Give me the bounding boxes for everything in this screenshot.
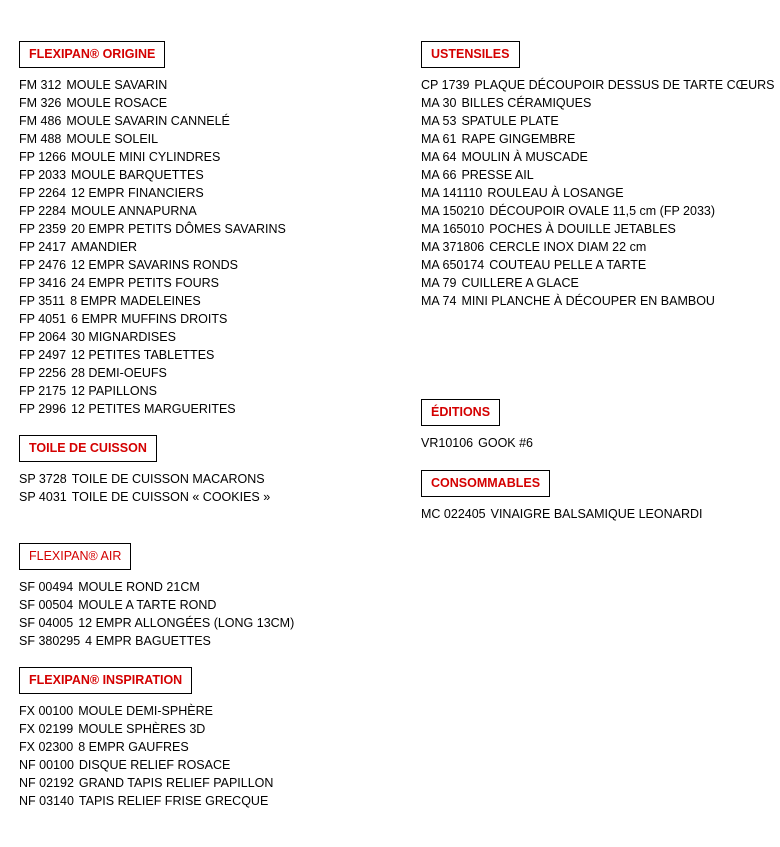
item-code: SP 3728 <box>19 472 67 486</box>
item-label: GRAND TAPIS RELIEF PAPILLON <box>78 776 274 790</box>
list-item <box>19 220 286 238</box>
list-item <box>19 738 273 756</box>
item-label: 12 EMPR SAVARINS RONDS <box>71 258 238 272</box>
section-heading: TOILE DE CUISSON <box>19 435 157 462</box>
item-code: MA 371806 <box>421 240 485 254</box>
item-label: CUILLERE A GLACE <box>461 276 579 290</box>
item-code: MA 66 <box>421 168 457 182</box>
item-list <box>421 505 702 523</box>
list-item <box>421 238 774 256</box>
section-heading: ÉDITIONS <box>421 399 500 426</box>
list-item <box>19 400 286 418</box>
list-item <box>19 310 286 328</box>
item-label: 20 EMPR PETITS DÔMES SAVARINS <box>71 222 286 236</box>
section-flexipan-origine <box>19 41 286 418</box>
item-code: FP 2359 <box>19 222 67 236</box>
item-code: SF 00504 <box>19 598 74 612</box>
list-item <box>19 112 286 130</box>
item-label: DÉCOUPOIR OVALE 11,5 cm (FP 2033) <box>489 204 716 218</box>
list-item <box>421 292 774 310</box>
item-code: MA 150210 <box>421 204 485 218</box>
item-label: PLAQUE DÉCOUPOIR DESSUS DE TARTE CŒURS <box>474 78 775 92</box>
item-label: SPATULE PLATE <box>461 114 559 128</box>
list-item <box>19 578 294 596</box>
item-label: 8 EMPR GAUFRES <box>78 740 189 754</box>
list-item <box>19 148 286 166</box>
item-label: MOULE BARQUETTES <box>71 168 204 182</box>
list-item <box>19 720 273 738</box>
item-code: MA 79 <box>421 276 457 290</box>
item-code: FP 3416 <box>19 276 67 290</box>
item-label: GOOK #6 <box>478 436 534 450</box>
item-code: CP 1739 <box>421 78 470 92</box>
list-item <box>19 774 273 792</box>
item-label: COUTEAU PELLE A TARTE <box>489 258 647 272</box>
list-item <box>19 364 286 382</box>
item-code: VR10106 <box>421 436 474 450</box>
list-item <box>19 130 286 148</box>
item-code: MA 74 <box>421 294 457 308</box>
list-item <box>421 202 774 220</box>
item-list <box>19 470 270 506</box>
list-item <box>421 220 774 238</box>
list-item <box>19 488 270 506</box>
item-code: FP 2996 <box>19 402 67 416</box>
list-item <box>19 94 286 112</box>
list-item <box>19 202 286 220</box>
item-label: MOULE ANNAPURNA <box>71 204 197 218</box>
list-item <box>19 346 286 364</box>
item-label: MINI PLANCHE À DÉCOUPER EN BAMBOU <box>461 294 715 308</box>
list-item <box>19 238 286 256</box>
item-code: MC 022405 <box>421 507 486 521</box>
item-label: MOULE ROND 21CM <box>78 580 200 594</box>
item-label: MOULE SAVARIN CANNELÉ <box>66 114 230 128</box>
item-code: FX 02199 <box>19 722 74 736</box>
item-code: NF 02192 <box>19 776 74 790</box>
item-code: FP 2497 <box>19 348 67 362</box>
item-label: POCHES À DOUILLE JETABLES <box>489 222 676 236</box>
item-label: MOULE SOLEIL <box>66 132 159 146</box>
item-list <box>19 702 273 810</box>
list-item <box>421 434 533 452</box>
item-label: 12 PAPILLONS <box>71 384 157 398</box>
item-code: FP 2064 <box>19 330 67 344</box>
list-item <box>19 166 286 184</box>
item-code: NF 00100 <box>19 758 74 772</box>
item-code: FM 326 <box>19 96 62 110</box>
list-item <box>421 130 774 148</box>
item-code: FP 2476 <box>19 258 67 272</box>
item-label: VINAIGRE BALSAMIQUE LEONARDI <box>490 507 703 521</box>
item-code: FP 4051 <box>19 312 67 326</box>
list-item <box>19 702 273 720</box>
item-code: FP 2284 <box>19 204 67 218</box>
item-label: BILLES CÉRAMIQUES <box>461 96 592 110</box>
item-code: FX 00100 <box>19 704 74 718</box>
section-flexipan-inspiration <box>19 667 273 810</box>
item-code: FM 486 <box>19 114 62 128</box>
list-item <box>19 470 270 488</box>
section-ustensiles <box>421 41 774 310</box>
item-code: FP 1266 <box>19 150 67 164</box>
item-code: FP 2264 <box>19 186 67 200</box>
item-label: 30 MIGNARDISES <box>71 330 176 344</box>
item-label: MOULE MINI CYLINDRES <box>71 150 221 164</box>
item-label: MOULE ROSACE <box>66 96 168 110</box>
item-code: MA 30 <box>421 96 457 110</box>
item-label: 12 EMPR FINANCIERS <box>71 186 204 200</box>
list-item <box>19 256 286 274</box>
item-label: ROULEAU À LOSANGE <box>487 186 624 200</box>
item-code: FP 2417 <box>19 240 67 254</box>
item-label: PRESSE AIL <box>461 168 534 182</box>
item-code: FP 3511 <box>19 294 66 308</box>
list-item <box>19 596 294 614</box>
list-item <box>421 112 774 130</box>
item-code: NF 03140 <box>19 794 74 808</box>
section-heading: FLEXIPAN® INSPIRATION <box>19 667 192 694</box>
list-item <box>421 76 774 94</box>
section-heading: FLEXIPAN® AIR <box>19 543 131 570</box>
item-code: MA 165010 <box>421 222 485 236</box>
list-item <box>421 274 774 292</box>
item-label: TOILE DE CUISSON « COOKIES » <box>71 490 271 504</box>
list-item <box>421 166 774 184</box>
section-heading: USTENSILES <box>421 41 520 68</box>
section-flexipan-air <box>19 543 294 650</box>
item-list <box>421 76 774 310</box>
item-label: 4 EMPR BAGUETTES <box>85 634 211 648</box>
section-heading: FLEXIPAN® ORIGINE <box>19 41 165 68</box>
item-label: TAPIS RELIEF FRISE GRECQUE <box>78 794 269 808</box>
list-item <box>19 292 286 310</box>
list-item <box>19 756 273 774</box>
item-label: 8 EMPR MADELEINES <box>70 294 201 308</box>
item-label: 6 EMPR MUFFINS DROITS <box>71 312 228 326</box>
item-code: FP 2175 <box>19 384 67 398</box>
list-item <box>19 328 286 346</box>
item-code: MA 61 <box>421 132 457 146</box>
item-code: FP 2033 <box>19 168 67 182</box>
item-label: 28 DEMI-OEUFS <box>71 366 167 380</box>
item-label: RAPE GINGEMBRE <box>461 132 576 146</box>
item-list <box>421 434 533 452</box>
list-item <box>19 614 294 632</box>
item-label: DISQUE RELIEF ROSACE <box>78 758 231 772</box>
list-item <box>19 382 286 400</box>
item-label: CERCLE INOX DIAM 22 cm <box>489 240 647 254</box>
item-label: 12 PETITES TABLETTES <box>71 348 215 362</box>
item-label: MOULE A TARTE ROND <box>78 598 217 612</box>
item-label: MOULIN À MUSCADE <box>461 150 588 164</box>
item-list <box>19 76 286 418</box>
list-item <box>19 792 273 810</box>
item-code: FM 312 <box>19 78 62 92</box>
item-code: SF 04005 <box>19 616 74 630</box>
item-code: MA 650174 <box>421 258 485 272</box>
item-label: 12 EMPR ALLONGÉES (LONG 13CM) <box>78 616 295 630</box>
item-code: FP 2256 <box>19 366 67 380</box>
item-code: FM 488 <box>19 132 62 146</box>
item-code: MA 64 <box>421 150 457 164</box>
section-toile-de-cuisson <box>19 435 270 506</box>
item-label: 24 EMPR PETITS FOURS <box>71 276 219 290</box>
item-code: FX 02300 <box>19 740 74 754</box>
item-label: AMANDIER <box>71 240 138 254</box>
list-item <box>421 505 702 523</box>
list-item <box>421 148 774 166</box>
section-heading: CONSOMMABLES <box>421 470 550 497</box>
list-item <box>19 184 286 202</box>
item-label: MOULE DEMI-SPHÈRE <box>78 704 213 718</box>
item-code: SF 380295 <box>19 634 81 648</box>
section-editions <box>421 399 533 452</box>
item-label: 12 PETITES MARGUERITES <box>71 402 236 416</box>
item-code: MA 53 <box>421 114 457 128</box>
list-item <box>421 94 774 112</box>
item-label: MOULE SAVARIN <box>66 78 168 92</box>
item-code: SP 4031 <box>19 490 67 504</box>
item-code: SF 00494 <box>19 580 74 594</box>
list-item <box>421 184 774 202</box>
item-code: MA 141110 <box>421 186 483 200</box>
section-consommables <box>421 470 702 523</box>
list-item <box>19 632 294 650</box>
list-item <box>19 274 286 292</box>
item-label: MOULE SPHÈRES 3D <box>78 722 206 736</box>
list-item <box>19 76 286 94</box>
item-list <box>19 578 294 650</box>
item-label: TOILE DE CUISSON MACARONS <box>71 472 265 486</box>
list-item <box>421 256 774 274</box>
